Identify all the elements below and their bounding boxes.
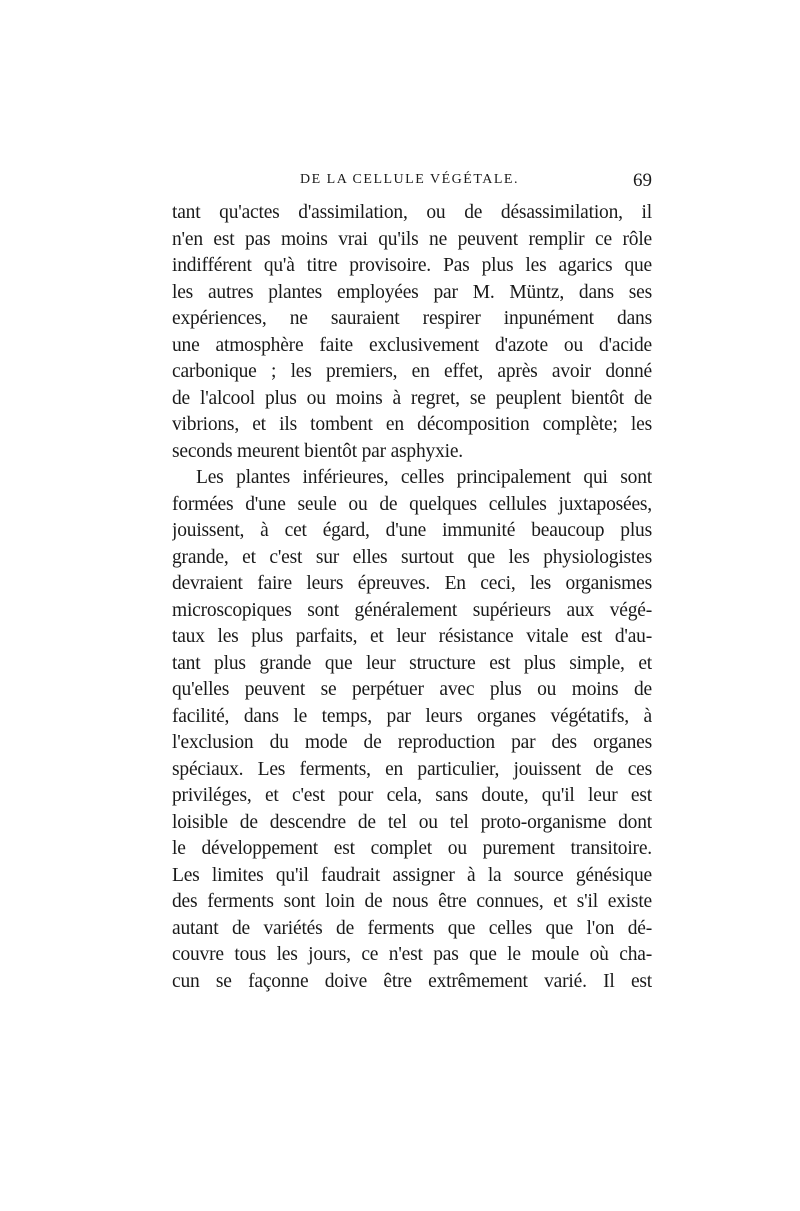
text-line: facilité, dans le temps, par leurs organes végétatifs, à [172,705,652,727]
text-line: devraient faire leurs épreuves. En ceci, les organismes [172,573,652,594]
body-text [172,200,652,995]
text-line: jouissent, à cet égard, d'une immunité beaucoup plus [172,520,652,541]
text-line: n'en est pas moins vrai qu'ils ne peuvent remplir ce rôle [172,228,652,250]
text-line: tant plus grande que leur structure est plus simple, et [172,652,652,674]
text-line: spéciaux. Les ferments, en particulier, jouissent de ces [172,758,652,780]
text-line: priviléges, et c'est pour cela, sans doute, qu'il leur est [172,785,652,806]
text-line: taux les plus parfaits, et leur résistance vitale est d'au- [172,626,652,647]
text-line: autant de variétés de ferments que celles que l'on dé- [172,917,652,939]
text-line: indifférent qu'à titre provisoire. Pas plus les agarics que [172,255,652,276]
text-line: vibrions, et ils tombent en décomposition complète; les [172,414,652,435]
text-line: Les plantes inférieures, celles principalement qui sont [196,467,652,488]
text-line: Les limites qu'il faudrait assigner à la source génésique [172,864,652,886]
text-line: expériences, ne sauraient respirer inpunément dans [172,308,652,329]
running-title: DE LA CELLULE VÉGÉTALE. [300,172,519,187]
text-line: loisible de descendre de tel ou tel proto-organisme dont [172,811,652,833]
text-line: formées d'une seule ou de quelques cellules juxtaposées, [172,493,652,515]
text-line: couvre tous les jours, ce n'est pas que le moule où cha- [172,944,652,965]
text-line: carbonique ; les premiers, en effet, après avoir donné [172,361,652,382]
text-line: les autres plantes employées par M. Müntz, dans ses [172,281,652,303]
text-line: cun se façonne doive être extrêmement varié. Il est [172,970,652,992]
text-line: seconds meurent bientôt par asphyxie. [172,440,463,462]
paragraph [172,465,652,995]
text-line: le développement est complet ou purement transitoire. [172,838,652,859]
text-line: microscopiques sont généralement supérieurs aux végé- [172,599,652,621]
paragraph [172,200,652,465]
text-line: qu'elles peuvent se perpétuer avec plus ou moins de [172,679,652,700]
page-number: 69 [633,170,652,191]
text-line: grande, et c'est sur elles surtout que les physiologistes [172,546,652,568]
running-header [172,170,652,198]
text-line: des ferments sont loin de nous être connues, et s'il existe [172,891,652,912]
text-line: tant qu'actes d'assimilation, ou de désassimilation, il [172,202,652,223]
text-line: une atmosphère faite exclusivement d'azote ou d'acide [172,334,652,356]
text-line: l'exclusion du mode de reproduction par des organes [172,732,652,753]
text-line: de l'alcool plus ou moins à regret, se peuplent bientôt de [172,387,652,409]
